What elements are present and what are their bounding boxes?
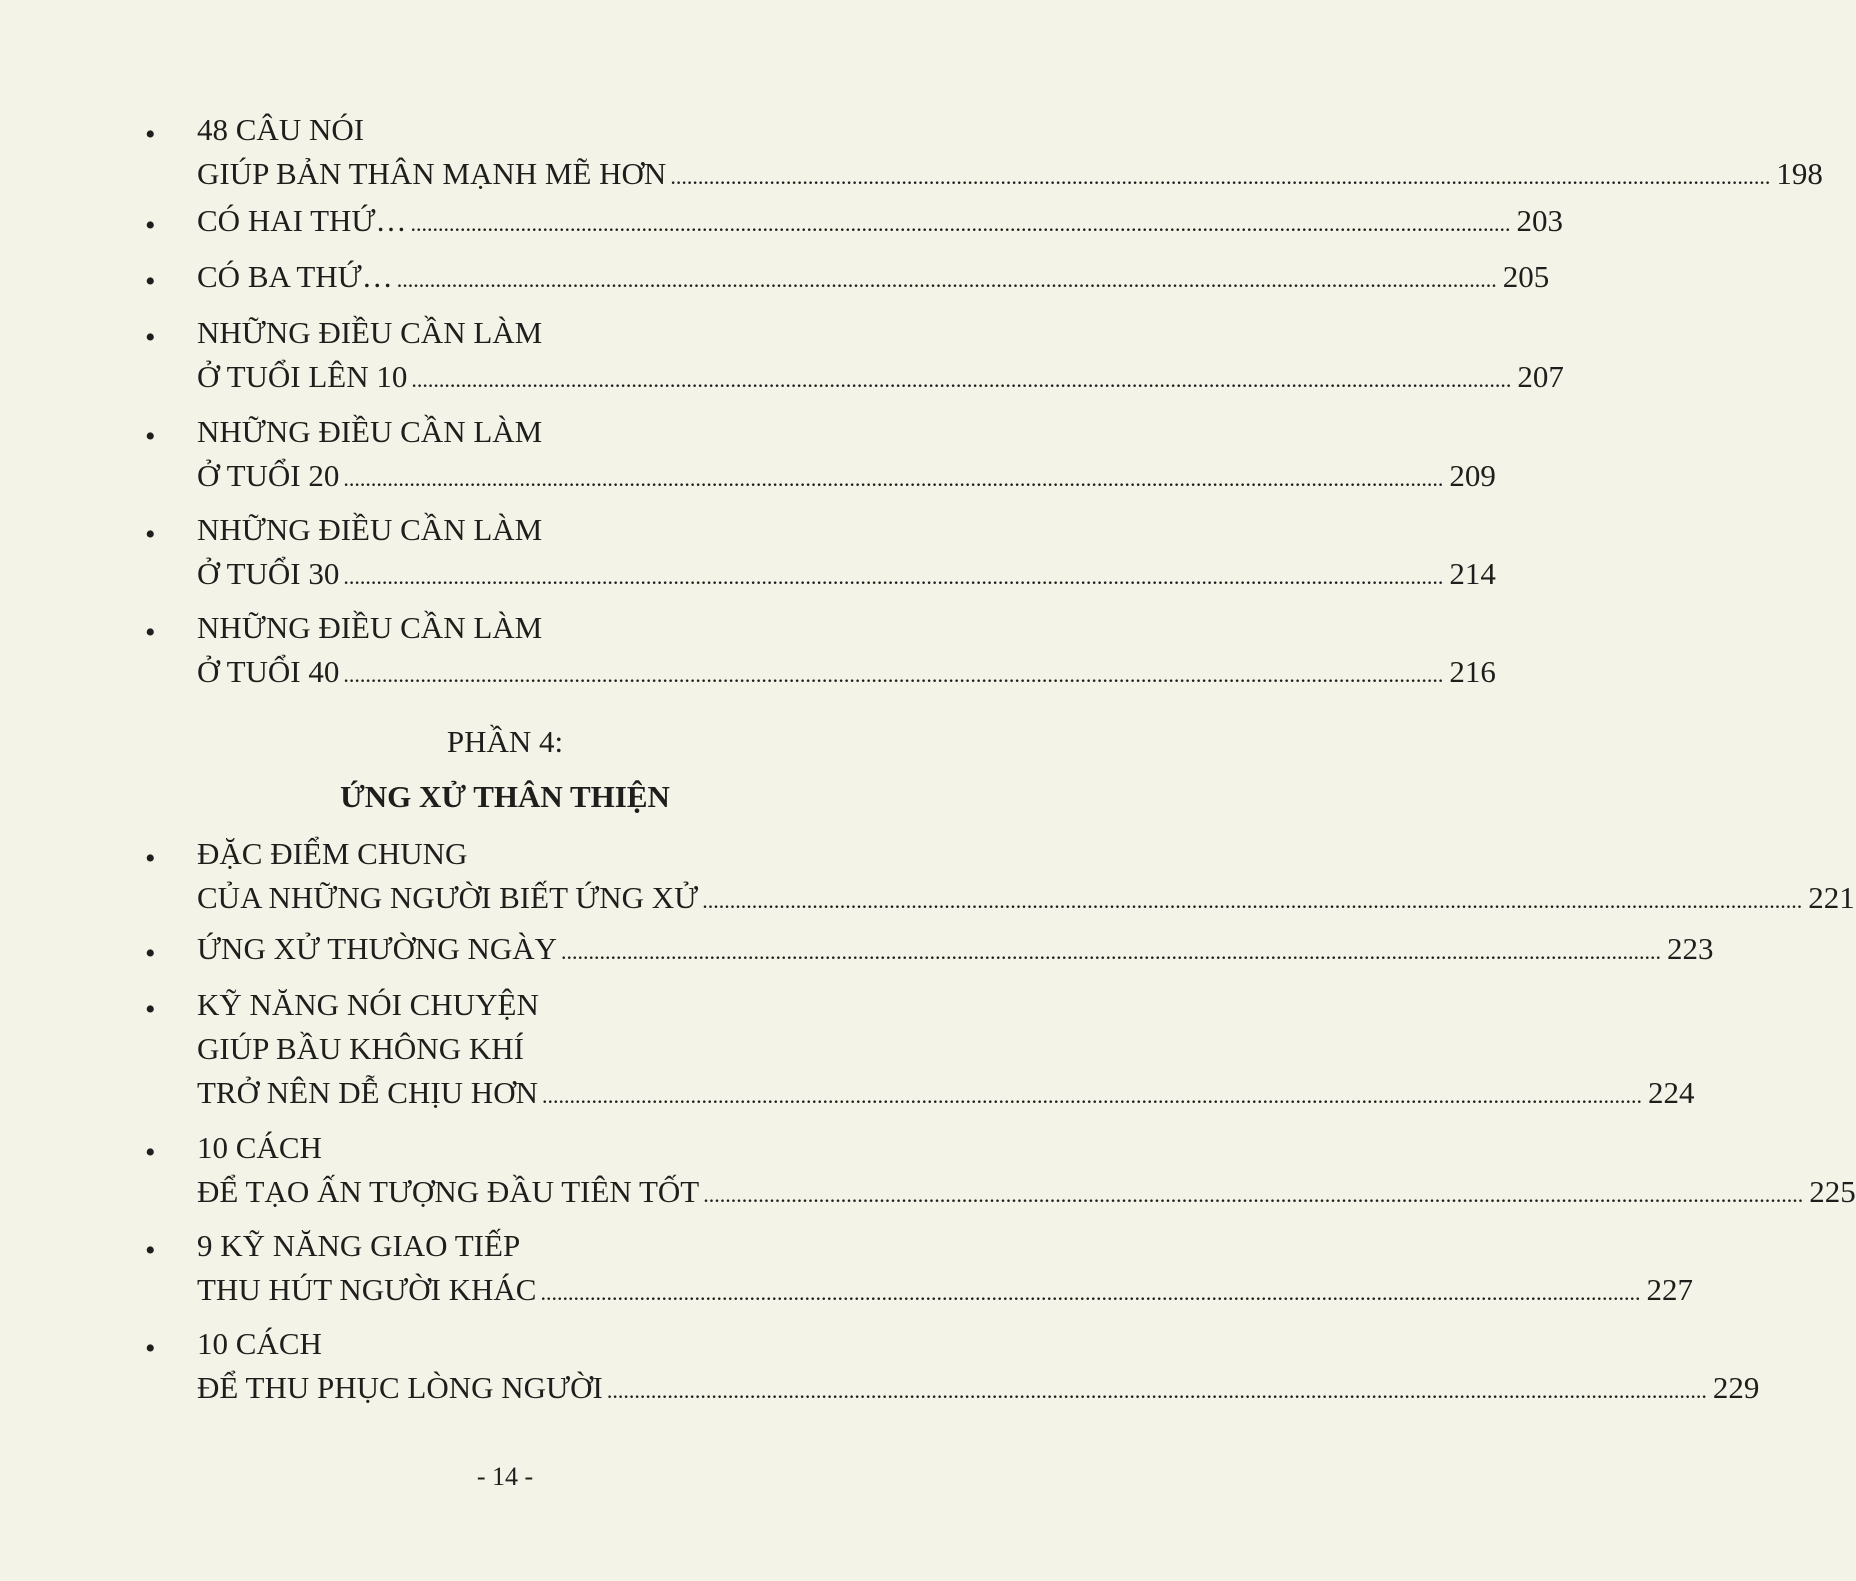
entry-text: THU HÚT NGƯỜI KHÁC: [197, 1272, 537, 1307]
dot-leader: ........................................................................................................................................................................................................: [702, 888, 1803, 913]
bullet-icon: •: [145, 209, 156, 242]
bullet-icon: •: [145, 616, 156, 649]
page-number: 209: [1449, 458, 1496, 493]
dot-leader: ........................................................................................................................................................................................................: [541, 1083, 1642, 1108]
toc-entry: [145, 832, 1855, 922]
page-number: 216: [1449, 654, 1496, 689]
entry-line: [197, 1126, 905, 1170]
bullet-icon: •: [145, 1234, 156, 1267]
dot-leader: ........................................................................................................................................................................................................: [561, 939, 1662, 964]
entry-line: [197, 1268, 1693, 1312]
toc-entry: [145, 1322, 1760, 1412]
page-number: 227: [1646, 1272, 1693, 1307]
bullet-icon: •: [145, 937, 156, 970]
toc-entry: [145, 508, 1496, 598]
entry-line: [197, 108, 905, 152]
entry-line: [197, 1071, 1695, 1115]
bullet-icon: •: [145, 265, 156, 298]
entry-text: CÓ BA THỨ…: [197, 259, 393, 294]
dot-leader: ........................................................................................................................................................................................................: [606, 1378, 1707, 1403]
toc-entry: [145, 311, 1564, 401]
entry-line: [197, 1224, 905, 1268]
entry-text: NHỮNG ĐIỀU CẦN LÀM: [197, 512, 543, 547]
entry-text: NHỮNG ĐIỀU CẦN LÀM: [197, 610, 543, 645]
page-number: 205: [1502, 259, 1550, 294]
entry-line: [197, 832, 905, 876]
bullet-icon: •: [145, 993, 156, 1026]
dot-leader: ........................................................................................................................................................................................................: [703, 1182, 1804, 1207]
bullet-icon: •: [145, 420, 156, 453]
page-number: 223: [1667, 931, 1714, 966]
page-number-footer: - 14 -: [476, 1462, 534, 1491]
page-number: 225: [1809, 1174, 1856, 1209]
toc-entry: [145, 1224, 1693, 1314]
entry-line: [197, 876, 1855, 920]
bullet-icon: •: [145, 1332, 156, 1365]
entry-text: Ở TUỔI 20: [197, 458, 340, 493]
entry-line: [197, 1366, 1760, 1410]
entry-text: Ở TUỔI 30: [197, 556, 340, 591]
entry-line: [197, 410, 905, 454]
bullet-icon: •: [145, 842, 156, 875]
dot-leader: ........................................................................................................................................................................................................: [540, 1280, 1641, 1305]
entry-text: ĐỂ THU PHỤC LÒNG NGƯỜI: [197, 1370, 603, 1405]
entry-text: ỨNG XỬ THƯỜNG NGÀY: [197, 931, 558, 966]
bullet-icon: •: [145, 118, 156, 151]
entry-text: KỸ NĂNG NÓI CHUYỆN: [197, 987, 539, 1022]
page-number: 198: [1776, 156, 1823, 191]
toc-entry: [145, 1126, 1856, 1216]
dot-leader: ........................................................................................................................................................................................................: [343, 662, 1444, 687]
entry-text: CÓ HAI THỨ…: [197, 203, 407, 238]
dot-leader: ........................................................................................................................................................................................................: [670, 164, 1771, 189]
entry-text: GIÚP BẢN THÂN MẠNH MẼ HƠN: [197, 156, 667, 191]
dot-leader: ........................................................................................................................................................................................................: [410, 211, 1511, 236]
entry-text: 9 KỸ NĂNG GIAO TIẾP: [197, 1228, 521, 1263]
entry-line: [197, 1170, 1856, 1214]
entry-text: 10 CÁCH: [197, 1130, 322, 1165]
page-number: 229: [1712, 1370, 1760, 1405]
entry-line: [197, 508, 905, 552]
dot-leader: ........................................................................................................................................................................................................: [343, 466, 1444, 491]
entry-text: NHỮNG ĐIỀU CẦN LÀM: [197, 414, 543, 449]
entry-line: [197, 255, 1550, 299]
entry-text: Ở TUỔI 40: [197, 654, 340, 689]
bullet-icon: •: [145, 1136, 156, 1169]
entry-line: [197, 552, 1496, 596]
toc-entry: [145, 199, 1563, 245]
toc-entry: [145, 108, 1823, 198]
entry-text: 48 CÂU NÓI: [197, 112, 365, 147]
entry-line: [197, 606, 905, 650]
dot-leader: ........................................................................................................................................................................................................: [411, 367, 1512, 392]
entry-text: TRỞ NÊN DỄ CHỊU HƠN: [197, 1075, 538, 1110]
toc-entry: [145, 606, 1496, 696]
page-number: 224: [1647, 1075, 1695, 1110]
entry-line: [197, 152, 1823, 196]
entry-text: CỦA NHỮNG NGƯỜI BIẾT ỨNG XỬ: [197, 880, 699, 915]
entry-text: GIÚP BẦU KHÔNG KHÍ: [197, 1031, 524, 1066]
entry-text: 10 CÁCH: [197, 1326, 322, 1361]
entry-line: [197, 650, 1496, 694]
entry-text: NHỮNG ĐIỀU CẦN LÀM: [197, 315, 543, 350]
entry-text: ĐỂ TẠO ẤN TƯỢNG ĐẦU TIÊN TỐT: [197, 1174, 700, 1209]
entry-text: Ở TUỔI LÊN 10: [197, 359, 408, 394]
entry-line: [197, 355, 1564, 399]
entry-line: [197, 983, 905, 1027]
bullet-icon: •: [145, 321, 156, 354]
toc-entry: [145, 927, 1714, 973]
page-number: 203: [1516, 203, 1563, 238]
entry-line: [197, 454, 1496, 498]
dot-leader: ........................................................................................................................................................................................................: [343, 564, 1444, 589]
entry-line: [197, 927, 1714, 971]
entry-line: [197, 1027, 905, 1071]
page-number: 214: [1449, 556, 1496, 591]
entry-text: ĐẶC ĐIỂM CHUNG: [197, 836, 468, 871]
toc-entry: [145, 983, 1695, 1117]
toc-entry: [145, 410, 1496, 500]
entry-line: [197, 199, 1563, 243]
part-title: ỨNG XỬ THÂN THIỆN: [340, 779, 670, 814]
entry-line: [197, 1322, 905, 1366]
part-label: PHẦN 4:: [446, 724, 564, 759]
page-number: 207: [1517, 359, 1564, 394]
bullet-icon: •: [145, 518, 156, 551]
page-number: 221: [1808, 880, 1855, 915]
entry-line: [197, 311, 905, 355]
toc-entry: [145, 255, 1550, 301]
dot-leader: ........................................................................................................................................................................................................: [396, 267, 1497, 292]
